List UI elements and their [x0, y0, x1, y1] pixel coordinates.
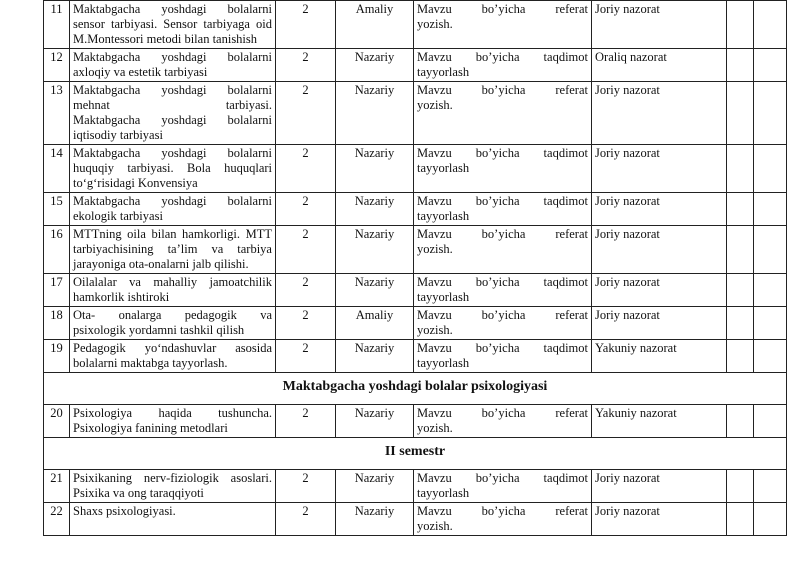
- topic-cell: [70, 470, 276, 503]
- table-row: [44, 274, 787, 307]
- cell-line: Mavzu bo’yicha taqdimot: [417, 275, 588, 289]
- task-cell: [414, 193, 592, 226]
- semester-header: [44, 438, 787, 470]
- hours-cell: 2: [276, 405, 336, 438]
- table-row: [44, 226, 787, 274]
- cell-line: yozish.: [417, 98, 453, 112]
- type-cell: Nazariy: [336, 49, 414, 82]
- task-cell: [414, 49, 592, 82]
- empty-cell: [754, 1, 787, 49]
- cell-line: Maktabgacha yoshdagi bolalarni: [73, 83, 272, 97]
- table-row: [44, 307, 787, 340]
- topic-cell: [70, 274, 276, 307]
- topic-cell: [70, 307, 276, 340]
- empty-cell: [727, 1, 754, 49]
- hours-cell: 2: [276, 274, 336, 307]
- empty-cell: [727, 274, 754, 307]
- empty-cell: [754, 49, 787, 82]
- control-cell: Joriy nazorat: [592, 274, 727, 307]
- empty-cell: [727, 307, 754, 340]
- cell-line: yozish.: [417, 242, 453, 256]
- task-cell: [414, 274, 592, 307]
- row-number: 14: [44, 145, 70, 193]
- cell-line: hamkorlik ishtiroki: [73, 290, 170, 304]
- task-cell: [414, 503, 592, 536]
- task-cell: [414, 470, 592, 503]
- table-row: [44, 145, 787, 193]
- cell-line: yozish.: [417, 519, 453, 533]
- task-cell: [414, 405, 592, 438]
- empty-cell: [754, 82, 787, 145]
- row-number: 11: [44, 1, 70, 49]
- cell-line: Mavzu bo’yicha taqdimot: [417, 341, 588, 355]
- cell-line: tayyorlash: [417, 65, 470, 79]
- row-number: 18: [44, 307, 70, 340]
- cell-line: Maktabgacha yoshdagi bolalarni: [73, 146, 272, 160]
- table-row: [44, 82, 787, 145]
- table-row: [44, 193, 787, 226]
- cell-line: huquqiy tarbiyasi. Bola huquqlari: [73, 161, 272, 175]
- row-number: 17: [44, 274, 70, 307]
- empty-cell: [727, 470, 754, 503]
- cell-line: bolalarni maktabga tayyorlash.: [73, 356, 228, 370]
- cell-line: Mavzu bo’yicha referat: [417, 2, 588, 16]
- type-cell: Nazariy: [336, 503, 414, 536]
- task-cell: [414, 1, 592, 49]
- empty-cell: [727, 503, 754, 536]
- table-row: [44, 405, 787, 438]
- control-cell: Yakuniy nazorat: [592, 405, 727, 438]
- table-body: [44, 1, 787, 536]
- cell-line: ekologik tarbiyasi: [73, 209, 163, 223]
- cell-line: tayyorlash: [417, 356, 470, 370]
- cell-line: M.Montessori metodi bilan tanishish: [73, 32, 258, 46]
- control-cell: Oraliq nazorat: [592, 49, 727, 82]
- cell-line: Mavzu bo’yicha referat: [417, 227, 588, 241]
- cell-line: Shaxs psixologiyasi.: [73, 504, 176, 518]
- cell-line: yozish.: [417, 17, 453, 31]
- cell-line: jarayoniga ota-onalarni jalb qilishi.: [73, 257, 249, 271]
- cell-line: Mavzu bo’yicha taqdimot: [417, 50, 588, 64]
- cell-line: Maktabgacha yoshdagi bolalarni: [73, 50, 272, 64]
- type-cell: Nazariy: [336, 193, 414, 226]
- cell-line: Oilalalar va mahalliy jamoatchilik: [73, 275, 272, 289]
- cell-line: mehnat tarbiyasi.: [73, 98, 272, 112]
- cell-line: Maktabgacha yoshdagi bolalarni: [73, 194, 272, 208]
- empty-cell: [754, 503, 787, 536]
- row-number: 19: [44, 340, 70, 373]
- hours-cell: 2: [276, 226, 336, 274]
- empty-cell: [727, 145, 754, 193]
- empty-cell: [727, 193, 754, 226]
- control-cell: Joriy nazorat: [592, 503, 727, 536]
- control-cell: Joriy nazorat: [592, 193, 727, 226]
- cell-line: iqtisodiy tarbiyasi: [73, 128, 163, 142]
- hours-cell: 2: [276, 49, 336, 82]
- control-cell: Joriy nazorat: [592, 82, 727, 145]
- control-cell: Joriy nazorat: [592, 470, 727, 503]
- table-row: [44, 49, 787, 82]
- row-number: 15: [44, 193, 70, 226]
- empty-cell: [754, 405, 787, 438]
- cell-line: sensor tarbiyasi. Sensor tarbiyaga oid: [73, 17, 272, 31]
- hours-cell: 2: [276, 82, 336, 145]
- cell-line: MTTning oila bilan hamkorligi. MTT: [73, 227, 272, 241]
- cell-line: Psixologiya haqida tushuncha.: [73, 406, 272, 420]
- cell-line: tayyorlash: [417, 161, 470, 175]
- control-cell: Joriy nazorat: [592, 1, 727, 49]
- cell-line: tayyorlash: [417, 209, 470, 223]
- row-number: 21: [44, 470, 70, 503]
- hours-cell: 2: [276, 1, 336, 49]
- hours-cell: 2: [276, 503, 336, 536]
- cell-line: Psixikaning nerv-fiziologik asoslari.: [73, 471, 272, 485]
- type-cell: Amaliy: [336, 307, 414, 340]
- type-cell: Nazariy: [336, 470, 414, 503]
- cell-line: Mavzu bo’yicha taqdimot: [417, 471, 588, 485]
- cell-line: Mavzu bo’yicha referat: [417, 308, 588, 322]
- section-title: Maktabgacha yoshdagi bolalar psixologiyasi: [44, 373, 787, 405]
- cell-line: Mavzu bo’yicha taqdimot: [417, 194, 588, 208]
- type-cell: Nazariy: [336, 145, 414, 193]
- control-cell: Joriy nazorat: [592, 145, 727, 193]
- cell-line: Mavzu bo’yicha referat: [417, 406, 588, 420]
- empty-cell: [727, 82, 754, 145]
- table-row: [44, 1, 787, 49]
- empty-cell: [754, 145, 787, 193]
- cell-line: Ota- onalarga pedagogik va: [73, 308, 272, 322]
- hours-cell: 2: [276, 340, 336, 373]
- empty-cell: [754, 470, 787, 503]
- topic-cell: [70, 340, 276, 373]
- cell-line: tayyorlash: [417, 486, 470, 500]
- empty-cell: [754, 226, 787, 274]
- table-row: [44, 340, 787, 373]
- task-cell: [414, 226, 592, 274]
- type-cell: Amaliy: [336, 1, 414, 49]
- type-cell: Nazariy: [336, 340, 414, 373]
- cell-line: axloqiy va estetik tarbiyasi: [73, 65, 208, 79]
- task-cell: [414, 307, 592, 340]
- cell-line: Psixologiya fanining metodlari: [73, 421, 228, 435]
- hours-cell: 2: [276, 470, 336, 503]
- task-cell: [414, 145, 592, 193]
- empty-cell: [754, 340, 787, 373]
- row-number: 22: [44, 503, 70, 536]
- control-cell: Joriy nazorat: [592, 307, 727, 340]
- topic-cell: [70, 226, 276, 274]
- row-number: 20: [44, 405, 70, 438]
- empty-cell: [727, 340, 754, 373]
- cell-line: Mavzu bo’yicha referat: [417, 83, 588, 97]
- section-header: [44, 373, 787, 405]
- topic-cell: [70, 405, 276, 438]
- curriculum-table: [43, 0, 787, 536]
- cell-line: Psixika va ong taraqqiyoti: [73, 486, 204, 500]
- topic-cell: [70, 49, 276, 82]
- topic-cell: [70, 193, 276, 226]
- cell-line: tayyorlash: [417, 290, 470, 304]
- table-row: [44, 470, 787, 503]
- type-cell: Nazariy: [336, 82, 414, 145]
- cell-line: Mavzu bo’yicha taqdimot: [417, 146, 588, 160]
- cell-line: yozish.: [417, 323, 453, 337]
- type-cell: Nazariy: [336, 274, 414, 307]
- cell-line: to‘g‘risidagi Konvensiya: [73, 176, 198, 190]
- empty-cell: [727, 49, 754, 82]
- task-cell: [414, 340, 592, 373]
- empty-cell: [727, 405, 754, 438]
- row-number: 12: [44, 49, 70, 82]
- empty-cell: [754, 193, 787, 226]
- task-cell: [414, 82, 592, 145]
- empty-cell: [754, 307, 787, 340]
- empty-cell: [754, 274, 787, 307]
- table-row: [44, 503, 787, 536]
- topic-cell: [70, 82, 276, 145]
- cell-line: yozish.: [417, 421, 453, 435]
- cell-line: psixologik yordamni tashkil qilish: [73, 323, 245, 337]
- hours-cell: 2: [276, 193, 336, 226]
- empty-cell: [727, 226, 754, 274]
- topic-cell: [70, 503, 276, 536]
- hours-cell: 2: [276, 145, 336, 193]
- control-cell: Yakuniy nazorat: [592, 340, 727, 373]
- row-number: 13: [44, 82, 70, 145]
- hours-cell: 2: [276, 307, 336, 340]
- cell-line: Pedagogik yo‘ndashuvlar asosida: [73, 341, 272, 355]
- type-cell: Nazariy: [336, 226, 414, 274]
- topic-cell: [70, 145, 276, 193]
- topic-cell: [70, 1, 276, 49]
- section-title: II semestr: [44, 438, 787, 470]
- cell-line: Maktabgacha yoshdagi bolalarni: [73, 113, 272, 127]
- cell-line: Maktabgacha yoshdagi bolalarni: [73, 2, 272, 16]
- cell-line: tarbiyachisining ta’lim va tarbiya: [73, 242, 272, 256]
- control-cell: Joriy nazorat: [592, 226, 727, 274]
- type-cell: Nazariy: [336, 405, 414, 438]
- row-number: 16: [44, 226, 70, 274]
- cell-line: Mavzu bo’yicha referat: [417, 504, 588, 518]
